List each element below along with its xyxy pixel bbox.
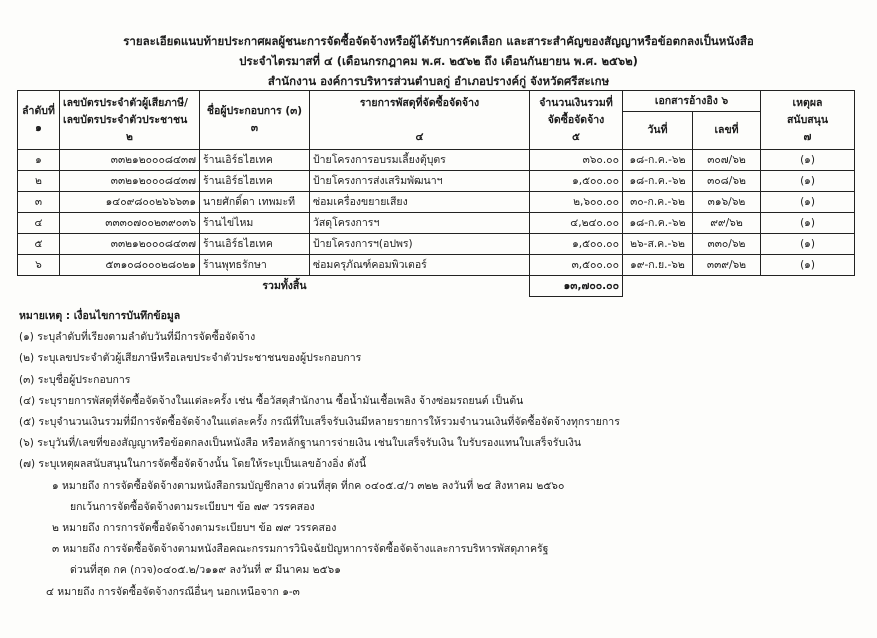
- row-ref-no: ๙๙/๖๒: [693, 213, 761, 234]
- note-item: (๒) ระบุเลขประจำตัวผู้เสียภาษีหรือเลขประจำตัวประชาชนของผู้ประกอบการ: [19, 352, 362, 365]
- document-office: สำนักงาน องค์การบริหารส่วนตำบลกู่ อำเภอปรางค์กู่ จังหวัดศรีสะเกษ: [267, 74, 610, 88]
- row-date: ๑๘-ก.ค.-๖๒: [623, 150, 693, 171]
- row-date: ๑๘-ก.ค.-๖๒: [623, 171, 693, 192]
- row-amount: ๒,๖๐๐.๐๐: [530, 192, 623, 213]
- note-subitem: ๔ หมายถึง การจัดซื้อจัดจ้างกรณีอื่นๆ นอกเหนือจาก ๑-๓: [46, 585, 300, 598]
- row-amount: ๔,๒๔๐.๐๐: [530, 213, 623, 234]
- header-item: รายการพัสดุที่จัดซื้อจัดจ้าง ๔: [310, 91, 530, 150]
- row-no: ๓: [18, 192, 60, 213]
- row-ref-no: ๓๐๗/๖๒: [693, 150, 761, 171]
- table-row: [18, 150, 855, 171]
- row-amount: ๓๖๐.๐๐: [530, 150, 623, 171]
- header-no: ลำดับที่ ๑: [18, 91, 60, 150]
- total-row: [18, 276, 855, 297]
- row-date: ๑๘-ก.ค.-๖๒: [623, 213, 693, 234]
- notes-section: [19, 306, 620, 603]
- note-item: (๓) ระบุชื่อผู้ประกอบการ: [19, 373, 131, 386]
- note-item: (๖) ระบุวันที่/เลขที่ของสัญญาหรือข้อตกลงเป็นหนังสือ หรือหลักฐานการจ่ายเงิน เช่นใบเสร็จรับเงิน ใบรับรองแทนใบเสร็จรับเงิน: [19, 437, 582, 450]
- header-reason: เหตุผล สนับสนุน ๗: [761, 91, 855, 150]
- note-item: (๔) ระบุรายการพัสดุที่จัดซื้อจัดจ้างในแต่ละครั้ง เช่น ซื้อวัสดุสำนักงาน ซื้อน้ำมันเชื้อเพลิง จ้างซ่อมรถยนต์ เป็นต้น: [19, 394, 524, 407]
- row-reason: (๑): [761, 150, 855, 171]
- row-vendor: ร้านเอิร์ธไฮเทค: [200, 171, 310, 192]
- row-reason: (๑): [761, 213, 855, 234]
- header-vendor: ชื่อผู้ประกอบการ (๓) ๓: [200, 91, 310, 150]
- row-tax-id: ๓๓๒๑๒๐๐๐๘๔๓๗: [60, 234, 200, 255]
- row-item: วัสดุโครงการฯ: [310, 213, 530, 234]
- table-row: [18, 213, 855, 234]
- row-no: ๒: [18, 171, 60, 192]
- row-vendor: ร้านพุทธรักษา: [200, 255, 310, 276]
- note-subitem: ด่วนที่สุด กค (กวจ)๐๔๐๕.๒/ว๑๑๙ ลงวันที่ ๙ มีนาคม ๒๕๖๑: [70, 564, 341, 577]
- table-row: [18, 192, 855, 213]
- row-vendor: นายศักดิ์ดา เทพมะที: [200, 192, 310, 213]
- row-amount: ๓,๕๐๐.๐๐: [530, 255, 623, 276]
- row-tax-id: ๕๓๑๐๘๐๐๐๒๘๐๒๑: [60, 255, 200, 276]
- row-tax-id: ๓๓๒๑๒๐๐๐๘๔๓๗: [60, 150, 200, 171]
- document-title: รายละเอียดแนบท้ายประกาศผลผู้ชนะการจัดซื้อจัดจ้างหรือผู้ได้รับการคัดเลือก และสาระสำคัญของสัญญาหรือข้อตกลงเป็นหนังสือ: [123, 34, 754, 48]
- row-ref-no: ๓๑๖/๖๒: [693, 192, 761, 213]
- row-reason: (๑): [761, 192, 855, 213]
- row-vendor: ร้านไข่ไหม: [200, 213, 310, 234]
- header-date: วันที่: [623, 112, 693, 150]
- row-reason: (๑): [761, 255, 855, 276]
- row-item: ป้ายโครงการฯ(อปพร): [310, 234, 530, 255]
- total-label: รวมทั้งสิ้น: [262, 279, 307, 292]
- table-row: [18, 234, 855, 255]
- row-no: ๖: [18, 255, 60, 276]
- header-ref-no: เลขที่: [693, 112, 761, 150]
- row-reason: (๑): [761, 171, 855, 192]
- row-ref-no: ๓๓๐/๖๒: [693, 234, 761, 255]
- header-reference-doc: เอกสารอ้างอิง ๖: [623, 91, 761, 112]
- row-amount: ๑,๕๐๐.๐๐: [530, 234, 623, 255]
- note-item: (๕) ระบุจำนวนเงินรวมที่มีการจัดซื้อจัดจ้างในแต่ละครั้ง กรณีที่ใบเสร็จรับเงินมีหลายรายการให้รวมจำนวนเงินที่จัดซื้อจัดจ้างทุกรายการ: [19, 416, 620, 429]
- procurement-table: [17, 90, 855, 297]
- row-tax-id: ๓๓๓๐๗๐๐๒๓๙๐๓๖: [60, 213, 200, 234]
- note-subitem: ๓ หมายถึง การจัดซื้อจัดจ้างตามหนังสือคณะกรรมการวินิจฉัยปัญหาการจัดซื้อจัดจ้างและการบริหารพัสดุภาครัฐ: [52, 543, 549, 556]
- row-vendor: ร้านเอิร์ธไฮเทค: [200, 150, 310, 171]
- row-item: ป้ายโครงการอบรมเลี้ยงตุ้บุตร: [310, 150, 530, 171]
- row-item: ซ่อมเครื่องขยายเสียง: [310, 192, 530, 213]
- table-row: [18, 171, 855, 192]
- row-tax-id: ๓๓๒๑๒๐๐๐๘๔๓๗: [60, 171, 200, 192]
- notes-title: หมายเหตุ : เงื่อนไขการบันทึกข้อมูล: [19, 310, 181, 322]
- header-tax-id: เลขบัตรประจำตัวผู้เสียภาษี/ เลขบัตรประจำตัวประชาชน ๒: [60, 91, 200, 150]
- header-amount: จำนวนเงินรวมที่ จัดซื้อจัดจ้าง ๕: [530, 91, 623, 150]
- row-ref-no: ๓๓๙/๖๒: [693, 255, 761, 276]
- row-date: ๓๐-ก.ค.-๖๒: [623, 192, 693, 213]
- document-quarter: ประจำไตรมาสที่ ๔ (เดือนกรกฎาคม พ.ศ. ๒๕๖๒ ถึง เดือนกันยายน พ.ศ. ๒๕๖๒): [239, 54, 638, 68]
- note-subitem: ๑ หมายถึง การจัดซื้อจัดจ้างตามหนังสือกรมบัญชีกลาง ด่วนที่สุด ที่กค ๐๔๐๕.๔/ว ๓๒๒ ลงวันที่ ๒๔ สิงหาคม ๒๕๖๐: [52, 479, 565, 492]
- row-tax-id: ๑๔๐๙๘๐๐๒๖๖๖๓๑: [60, 192, 200, 213]
- row-reason: (๑): [761, 234, 855, 255]
- row-item: ป้ายโครงการส่งเสริมพัฒนาฯ: [310, 171, 530, 192]
- row-no: ๔: [18, 213, 60, 234]
- note-item: (๗) ระบุเหตุผลสนับสนุนในการจัดซื้อจัดจ้างนั้น โดยให้ระบุเป็นเลขอ้างอิ่ง ดังนี้: [19, 458, 367, 471]
- note-subitem: ๒ หมายถึง การการจัดซื้อจัดจ้างตามระเบียบฯ ข้อ ๗๙ วรรคสอง: [52, 522, 337, 535]
- row-amount: ๑,๕๐๐.๐๐: [530, 171, 623, 192]
- note-item: (๑) ระบุลำดับที่เรียงตามลำดับวันที่มีการจัดซื้อจัดจ้าง: [19, 331, 256, 344]
- row-no: ๕: [18, 234, 60, 255]
- row-date: ๑๙-ก.ย.-๖๒: [623, 255, 693, 276]
- row-item: ซ่อมครุภัณฑ์คอมพิวเตอร์: [310, 255, 530, 276]
- total-amount: ๑๓,๗๐๐.๐๐: [530, 276, 623, 297]
- table-row: [18, 255, 855, 276]
- row-no: ๑: [18, 150, 60, 171]
- row-vendor: ร้านเอิร์ธไฮเทค: [200, 234, 310, 255]
- row-date: ๒๖-ส.ค.-๖๒: [623, 234, 693, 255]
- row-ref-no: ๓๐๘/๖๒: [693, 171, 761, 192]
- note-subitem: ยกเว้นการจัดซื้อจัดจ้างตามระเบียบฯ ข้อ ๗๙ วรรคสอง: [70, 500, 315, 513]
